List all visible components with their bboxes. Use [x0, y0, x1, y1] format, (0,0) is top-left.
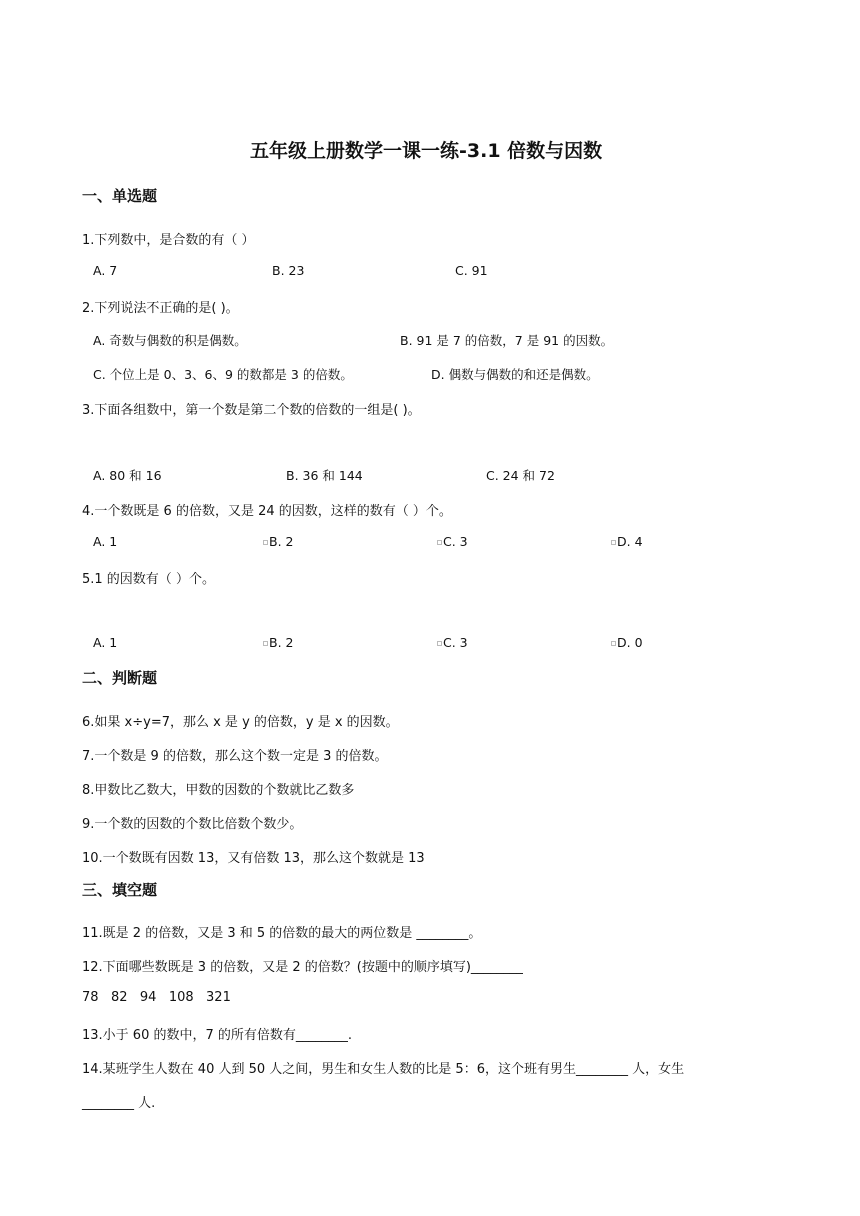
q5-option-d: D. 0: [617, 635, 643, 650]
question-6: 6.如果 x÷y=7，那么 x 是 y 的倍数，y 是 x 的因数。: [82, 715, 399, 730]
q4-option-d-row: [611, 534, 643, 549]
q5-option-c: C. 3: [443, 635, 468, 650]
q5-option-d-row: [611, 635, 643, 650]
q1-option-a: A. 7: [93, 263, 118, 278]
q4-option-c-row: [437, 534, 468, 549]
question-1: 1.下列数中，是合数的有（ ）: [82, 233, 255, 248]
q5-option-a: A. 1: [93, 635, 118, 650]
q3-option-b: B. 36 和 144: [286, 468, 363, 483]
page-title: 五年级上册数学一课一练-3.1 倍数与因数: [250, 140, 603, 162]
question-2: 2.下列说法不正确的是( )。: [82, 301, 239, 316]
question-8: 8.甲数比乙数大，甲数的因数的个数就比乙数多: [82, 783, 355, 798]
section-heading-fill-blank: 三、填空题: [82, 881, 158, 899]
option-marker-icon: [263, 641, 268, 646]
option-marker-icon: [611, 540, 616, 545]
q2-option-d: D. 偶数与偶数的和还是偶数。: [431, 367, 599, 382]
section-heading-single-choice: 一、单选题: [82, 187, 158, 205]
q2-option-a: A. 奇数与偶数的积是偶数。: [93, 333, 247, 348]
question-4: 4.一个数既是 6 的倍数，又是 24 的因数，这样的数有（ ）个。: [82, 504, 452, 519]
question-5: 5.1 的因数有（ ）个。: [82, 572, 215, 587]
question-12: 12.下面哪些数既是 3 的倍数，又是 2 的倍数？(按题中的顺序填写)________: [82, 960, 523, 975]
option-marker-icon: [611, 641, 616, 646]
option-marker-icon: [437, 641, 442, 646]
question-12-numbers: 78 82 94 108 321: [82, 990, 231, 1005]
question-13: 13.小于 60 的数中，7 的所有倍数有________.: [82, 1028, 353, 1043]
q3-option-a: A. 80 和 16: [93, 468, 162, 483]
q2-option-c: C. 个位上是 0、3、6、9 的数都是 3 的倍数。: [93, 367, 353, 382]
q5-option-b-row: [263, 635, 293, 650]
question-14-line-2: ________ 人.: [82, 1096, 156, 1111]
q2-option-b: B. 91 是 7 的倍数，7 是 91 的因数。: [400, 333, 614, 348]
q4-option-b-row: [263, 534, 293, 549]
q4-option-d: D. 4: [617, 534, 643, 549]
section-heading-true-false: 二、判断题: [82, 669, 158, 687]
q4-option-a: A. 1: [93, 534, 118, 549]
q4-option-b: B. 2: [269, 534, 294, 549]
question-14-line-1: 14.某班学生人数在 40 人到 50 人之间，男生和女生人数的比是 5：6，这个班有男生________ 人，女生: [82, 1062, 685, 1077]
option-marker-icon: [437, 540, 442, 545]
q3-option-c: C. 24 和 72: [486, 468, 555, 483]
option-marker-icon: [263, 540, 268, 545]
question-10: 10.一个数既有因数 13，又有倍数 13，那么这个数就是 13: [82, 851, 425, 866]
q5-option-b: B. 2: [269, 635, 294, 650]
q1-option-b: B. 23: [272, 263, 305, 278]
question-3: 3.下面各组数中，第一个数是第二个数的倍数的一组是( )。: [82, 403, 421, 418]
question-7: 7.一个数是 9 的倍数，那么这个数一定是 3 的倍数。: [82, 749, 388, 764]
q1-option-c: C. 91: [455, 263, 488, 278]
question-11: 11.既是 2 的倍数，又是 3 和 5 的倍数的最大的两位数是 ________。: [82, 926, 482, 941]
q4-option-c: C. 3: [443, 534, 468, 549]
question-9: 9.一个数的因数的个数比倍数个数少。: [82, 817, 303, 832]
q5-option-c-row: [437, 635, 468, 650]
